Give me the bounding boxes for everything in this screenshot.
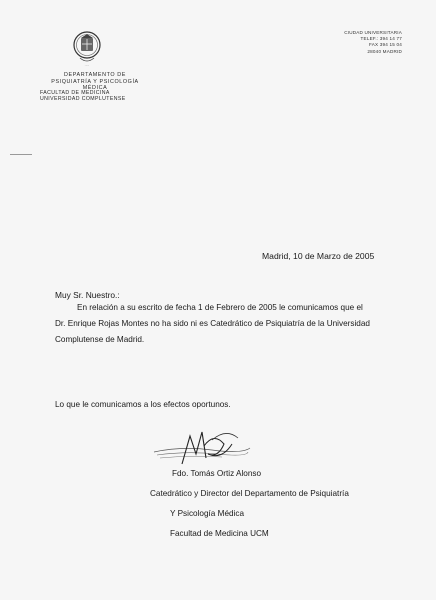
address-line-3: FAX 394 15 04 (369, 42, 402, 48)
svg-text:·····: ····· (84, 63, 90, 67)
letter-date: Madrid, 10 de Marzo de 2005 (262, 251, 375, 261)
body-paragraph-2: Lo que le comunicamos a los efectos oportunos. (55, 400, 231, 409)
faculty-line-1: FACULTAD DE MEDICINA (40, 90, 110, 96)
signed-by: Fdo. Tomás Ortiz Alonso (172, 469, 262, 478)
department-name (40, 72, 150, 92)
faculty-line-2: UNIVERSIDAD COMPLUTENSE (40, 96, 126, 103)
department-line-2: PSIQUIATRÍA Y PSICOLOGÍA MÉDICA (51, 78, 139, 92)
signer-title-continued: Y Psicología Médica (170, 509, 245, 518)
signer-unit: Facultad de Medicina UCM (170, 529, 269, 538)
university-crest-icon (72, 30, 102, 68)
salutation: Muy Sr. Nuestro.: (55, 290, 120, 300)
signer-title: Catedrático y Director del Departamento de Psiquiatría (150, 489, 349, 498)
address-line-1: CIUDAD UNIVERSITARIA (344, 30, 402, 35)
address-block (344, 30, 402, 55)
address-line-2: TELEF.: 394 14 77 (360, 36, 402, 42)
department-line-1: DEPARTAMENTO DE (64, 72, 126, 78)
handwritten-signature-icon (152, 424, 252, 474)
body-paragraph-1: En relación a su escrito de fecha 1 de Febrero de 2005 le comunicamos que el Dr. Enrique Rojas Montes no ha sido ni es Catedrático de Psiquiatría de la Universidad Complutense de Madrid. (55, 303, 370, 345)
fold-mark (10, 154, 32, 155)
faculty-name (40, 90, 150, 103)
address-line-4: 28040 MADRID (367, 48, 402, 54)
